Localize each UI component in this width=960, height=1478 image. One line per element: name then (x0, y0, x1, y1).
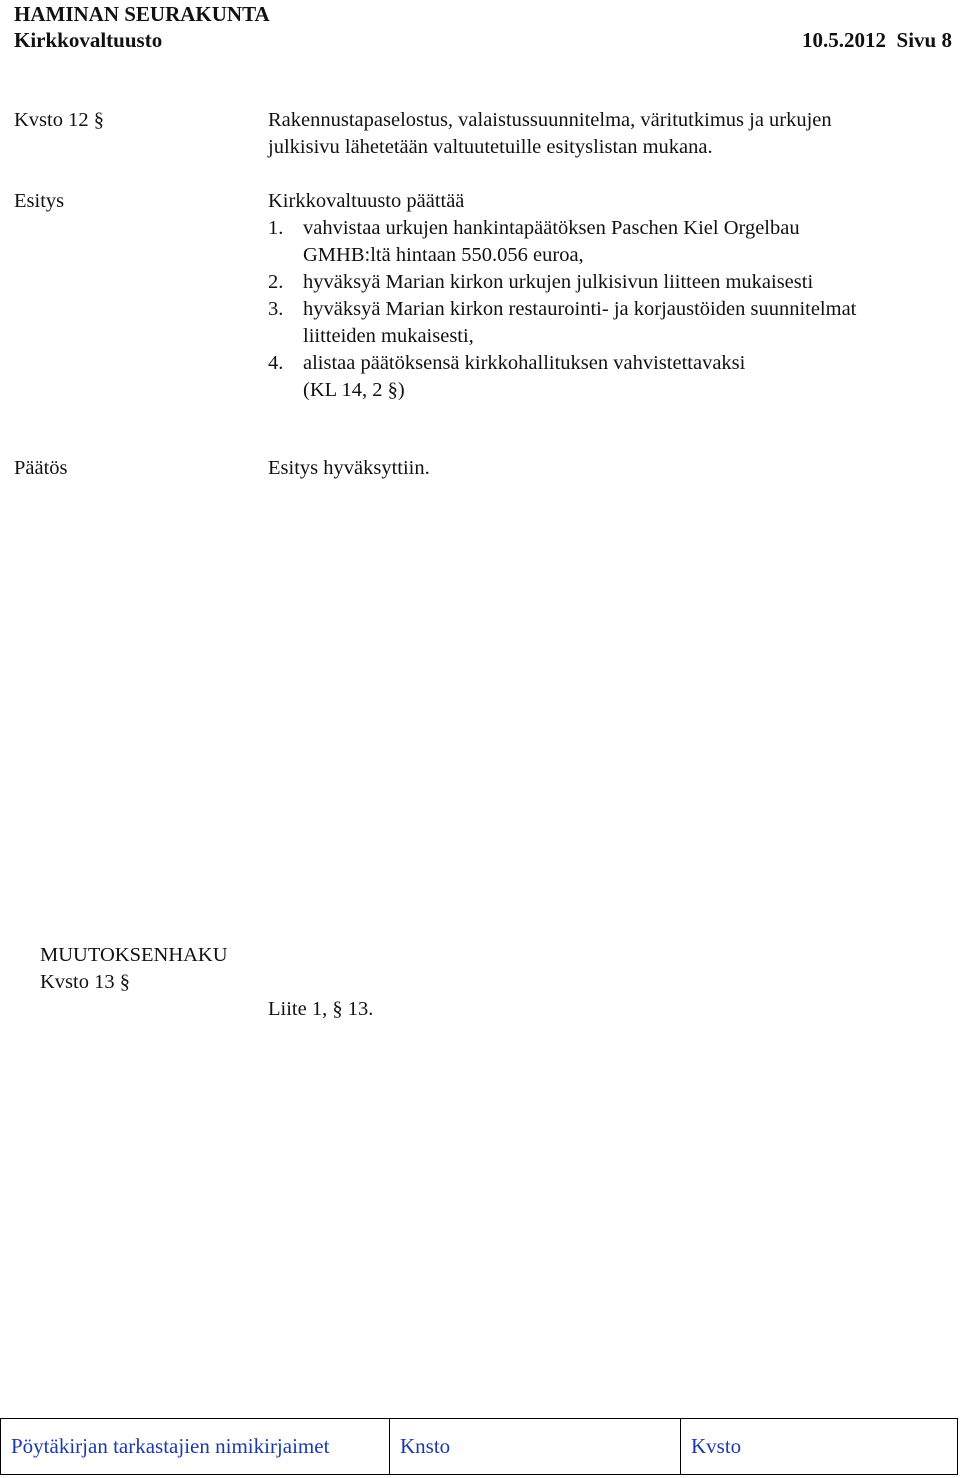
proposal-item (268, 296, 856, 350)
decision-text: Esitys hyväksyttiin. (268, 457, 430, 479)
proposal-intro: Kirkkovaltuusto päättää (268, 190, 465, 212)
item-line: alistaa päätöksensä kirkkohallituksen vahvistettavaksi (303, 352, 746, 374)
appeal-title: MUUTOKSENHAKU (40, 944, 228, 966)
proposal-body (268, 188, 856, 404)
item-line: hyväksyä Marian kirkon restaurointi- ja korjaustöiden suunnitelmat (303, 298, 857, 320)
signature-label-kvsto: Kvsto (691, 1434, 742, 1458)
section-intro (268, 107, 832, 161)
section-ref: Kvsto 12 § (14, 109, 104, 131)
signature-table (0, 1418, 958, 1475)
signature-label-knsto: Knsto (400, 1434, 451, 1458)
proposal-label: Esitys (14, 190, 65, 212)
appeal-ref: Kvsto 13 § (40, 971, 130, 993)
date-and-page: 10.5.2012 Sivu 8 (802, 28, 952, 52)
proposal-item (268, 269, 856, 296)
item-number: 1. (268, 217, 284, 239)
item-line: hyväksyä Marian kirkon urkujen julkisivun liitteen mukaisesti (303, 271, 814, 293)
item-number: 2. (268, 271, 284, 293)
item-number: 4. (268, 352, 284, 374)
section-intro-line: julkisivu lähetetään valtuutetuille esityslistan mukana. (268, 136, 713, 158)
body-name: Kirkkovaltuusto (14, 28, 163, 52)
item-line: vahvistaa urkujen hankintapäätöksen Paschen Kiel Orgelbau (303, 217, 800, 239)
appeal-attachment: Liite 1, § 13. (268, 998, 374, 1020)
decision-label: Päätös (14, 457, 68, 479)
signature-cell-inspectors (1, 1419, 390, 1474)
item-line: GMHB:ltä hintaan 550.056 euroa, (303, 244, 584, 266)
signature-cell-kvsto (681, 1419, 957, 1474)
signature-cell-knsto (390, 1419, 681, 1474)
organization-name: HAMINAN SEURAKUNTA (14, 2, 270, 26)
section-intro-line: Rakennustapaselostus, valaistussuunnitelma, väritutkimus ja urkujen (268, 109, 832, 131)
signature-label-inspectors: Pöytäkirjan tarkastajien nimikirjaimet (11, 1434, 330, 1458)
item-line: liitteiden mukaisesti, (303, 325, 474, 347)
item-line: (KL 14, 2 §) (303, 379, 405, 401)
proposal-item (268, 215, 856, 269)
proposal-item (268, 350, 856, 404)
item-number: 3. (268, 298, 284, 320)
